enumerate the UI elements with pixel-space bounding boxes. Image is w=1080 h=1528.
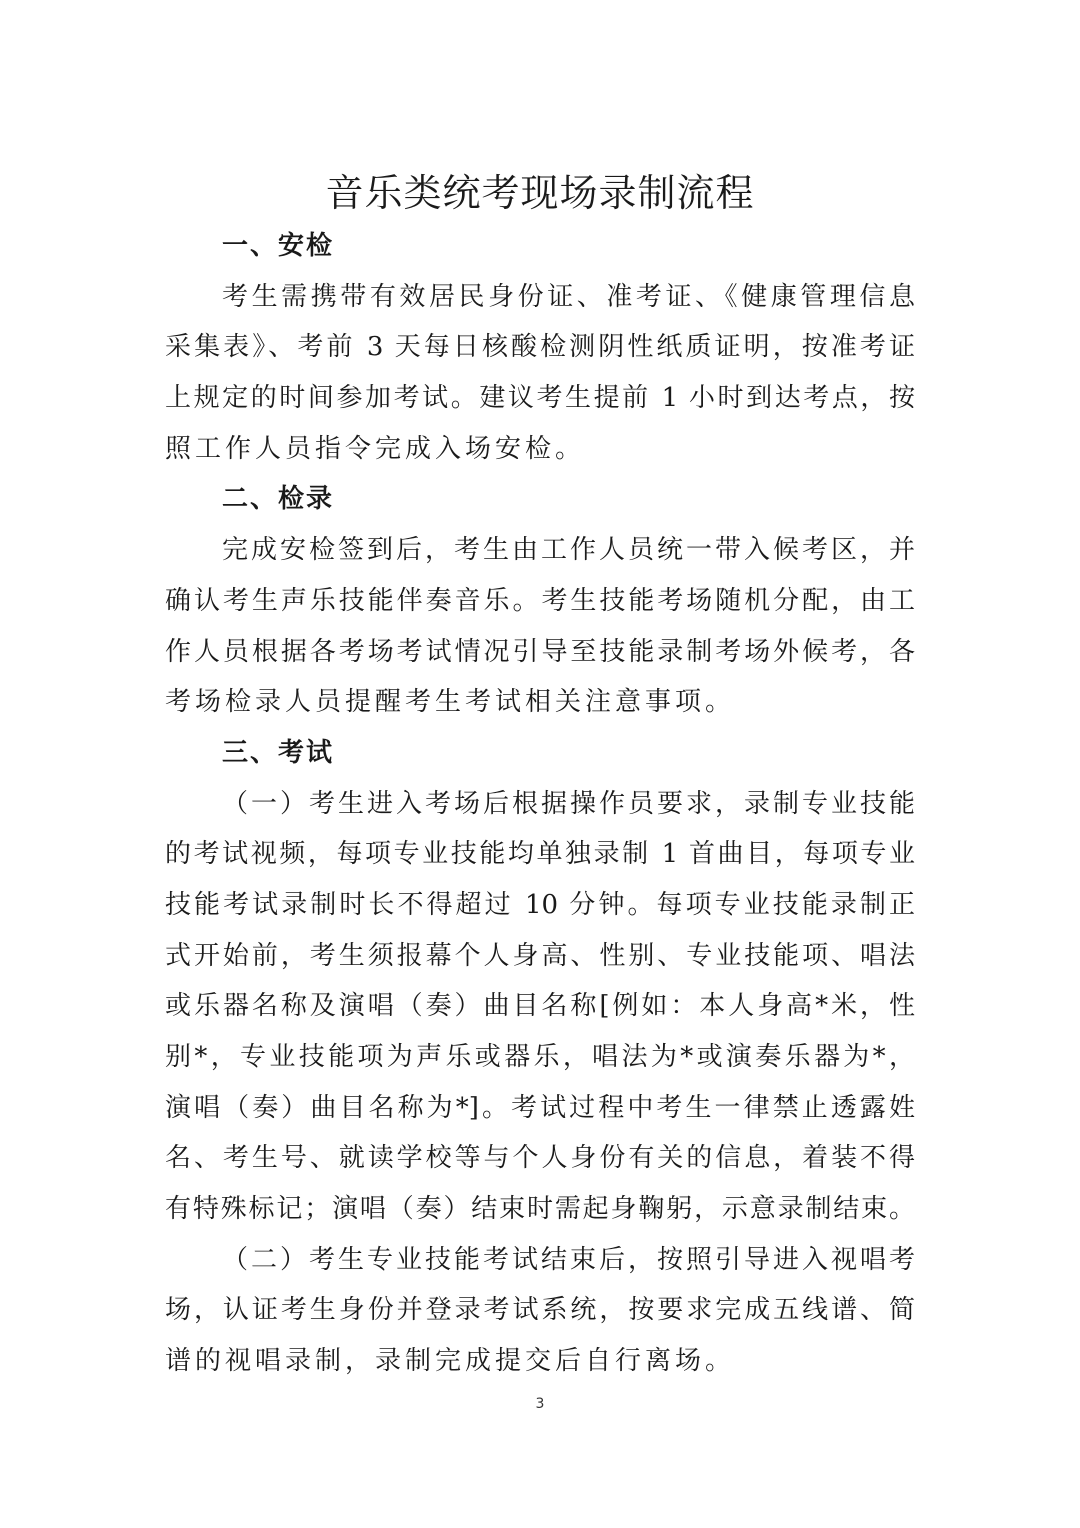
paragraph-line: 上规定的时间参加考试。建议考生提前 1 小时到达考点，按 [165,383,915,414]
paragraph-line: 考生需携带有效居民身份证、准考证、《健康管理信息 [222,281,915,312]
paragraph-line: 式开始前，考生须报幕个人身高、性别、专业技能项、唱法 [165,940,915,971]
paragraph-line: 完成安检签到后，考生由工作人员统一带入候考区，并 [222,535,915,566]
paragraph-line: 作人员根据各考场考试情况引导至技能录制考场外候考，各 [165,636,915,667]
section-heading: 三、考试 [222,737,335,768]
paragraph-line: 谱的视唱录制，录制完成提交后自行离场。 [165,1346,736,1377]
paragraph-line: 采集表》、考前 3 天每日核酸检测阴性纸质证明，按准考证 [165,332,915,363]
paragraph-line: 名、考生号、就读学校等与个人身份有关的信息，着装不得 [165,1143,915,1174]
page-number: 3 [535,1396,545,1412]
document-body [165,221,915,1387]
paragraph-line: 有特殊标记；演唱（奏）结束时需起身鞠躬，示意录制结束。 [165,1194,915,1225]
paragraph-line: 演唱（奏）曲目名称为*]。考试过程中考生一律禁止透露姓 [165,1092,915,1123]
document-title: 音乐类统考现场录制流程 [325,171,755,215]
paragraph-line: 照工作人员指令完成入场安检。 [165,433,586,464]
section-heading: 二、检录 [222,484,335,515]
paragraph-line: 确认考生声乐技能伴奏音乐。考生技能考场随机分配，由工 [165,585,915,616]
paragraph-line: 场，认证考生身份并登录考试系统，按要求完成五线谱、简 [165,1295,915,1326]
paragraph-line: 别*，专业技能项为声乐或器乐，唱法为*或演奏乐器为*， [165,1042,915,1072]
paragraph-line: 的考试视频，每项专业技能均单独录制 1 首曲目，每项专业 [165,839,915,870]
paragraph-line: （二）考生专业技能考试结束后，按照引导进入视唱考 [222,1244,915,1275]
paragraph-line: （一）考生进入考场后根据操作员要求，录制专业技能 [222,788,915,819]
paragraph-line: 或乐器名称及演唱（奏）曲目名称[例如：本人身高*米，性 [165,991,915,1022]
paragraph-line: 技能考试录制时长不得超过 10 分钟。每项专业技能录制正 [165,889,915,920]
section-heading: 一、安检 [222,231,335,261]
paragraph-line: 考场检录人员提醒考生考试相关注意事项。 [165,687,736,718]
